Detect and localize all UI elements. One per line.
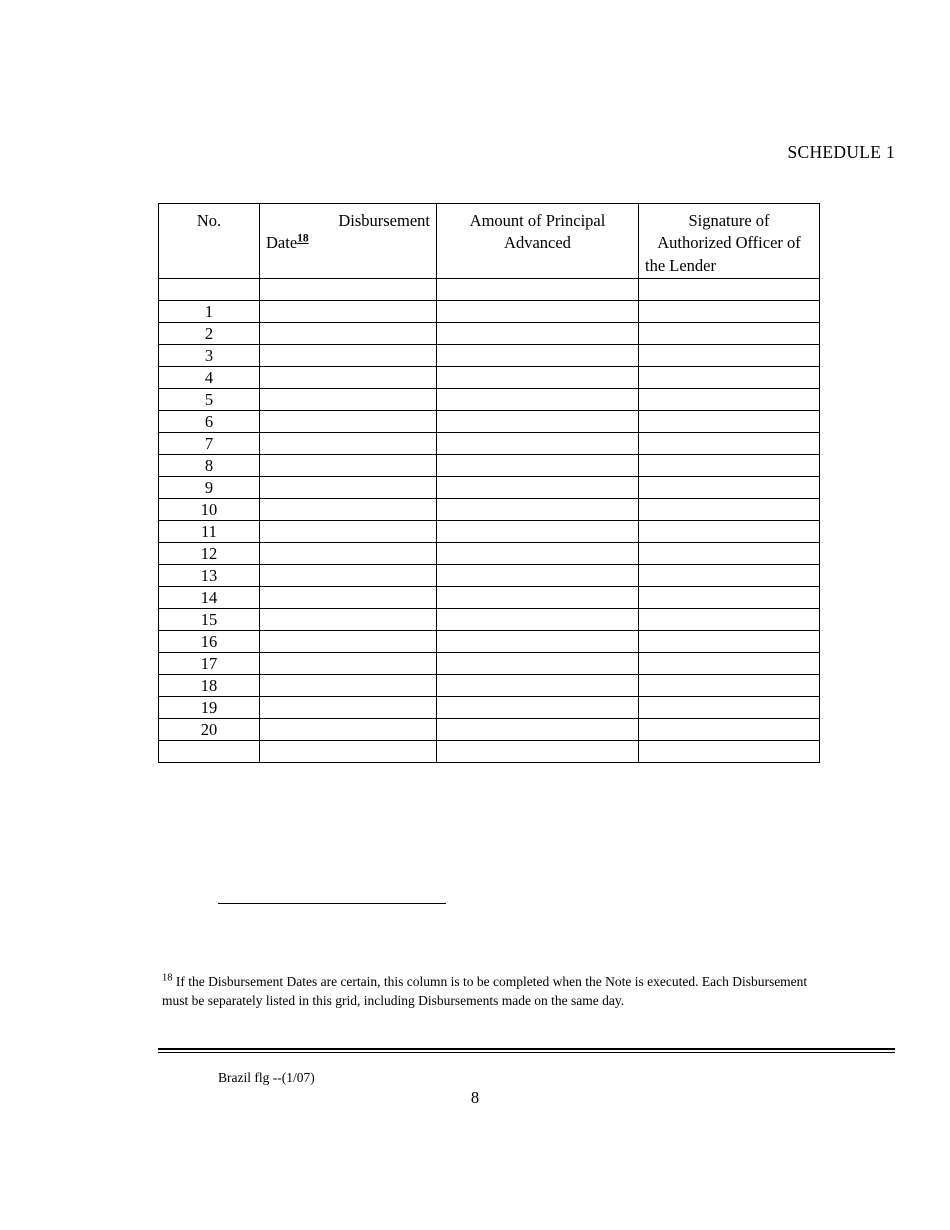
- document-code: Brazil flg --(1/07): [218, 1070, 315, 1085]
- row-date-cell[interactable]: [260, 543, 437, 565]
- table-row: [159, 609, 820, 631]
- row-signature-cell[interactable]: [639, 719, 820, 741]
- table-row: [159, 477, 820, 499]
- table-row: [159, 565, 820, 587]
- row-date-cell[interactable]: [260, 323, 437, 345]
- row-number-cell: 2: [159, 323, 260, 345]
- table-row: [159, 587, 820, 609]
- row-date-cell[interactable]: [260, 653, 437, 675]
- disbursement-table-body: [159, 204, 820, 763]
- disbursement-grid-wrapper: [158, 203, 819, 763]
- table-row: [159, 653, 820, 675]
- row-signature-cell[interactable]: [639, 279, 820, 301]
- row-amount-cell[interactable]: [437, 609, 639, 631]
- table-row: [159, 543, 820, 565]
- row-number-cell: 5: [159, 389, 260, 411]
- table-row: [159, 675, 820, 697]
- row-number-cell: [159, 279, 260, 301]
- row-signature-cell[interactable]: [639, 697, 820, 719]
- row-signature-cell[interactable]: [639, 675, 820, 697]
- row-signature-cell[interactable]: [639, 301, 820, 323]
- row-amount-cell[interactable]: [437, 543, 639, 565]
- row-signature-cell[interactable]: [639, 389, 820, 411]
- row-date-cell[interactable]: [260, 675, 437, 697]
- footnote-marker-18: 18: [297, 232, 309, 245]
- row-number-cell: 6: [159, 411, 260, 433]
- row-amount-cell[interactable]: [437, 631, 639, 653]
- footnote-number: 18: [162, 972, 173, 984]
- table-row: [159, 697, 820, 719]
- row-date-cell[interactable]: [260, 455, 437, 477]
- row-signature-cell[interactable]: [639, 477, 820, 499]
- row-date-cell[interactable]: [260, 565, 437, 587]
- row-signature-cell[interactable]: [639, 631, 820, 653]
- schedule-title: SCHEDULE 1: [787, 142, 895, 162]
- table-row: [159, 411, 820, 433]
- row-date-cell[interactable]: [260, 719, 437, 741]
- row-number-cell: 19: [159, 697, 260, 719]
- page-number: 8: [470, 1088, 480, 1107]
- row-signature-cell[interactable]: [639, 499, 820, 521]
- row-date-cell[interactable]: [260, 367, 437, 389]
- row-signature-cell[interactable]: [639, 653, 820, 675]
- row-amount-cell[interactable]: [437, 279, 639, 301]
- row-signature-cell[interactable]: [639, 433, 820, 455]
- row-amount-cell[interactable]: [437, 323, 639, 345]
- row-number-cell: 10: [159, 499, 260, 521]
- row-number-cell: 7: [159, 433, 260, 455]
- column-header-no: No.: [159, 204, 260, 279]
- row-date-cell[interactable]: [260, 279, 437, 301]
- row-number-cell: 15: [159, 609, 260, 631]
- row-amount-cell[interactable]: [437, 367, 639, 389]
- column-header-disbursement-date: [260, 204, 437, 279]
- row-amount-cell[interactable]: [437, 389, 639, 411]
- row-number-cell: 13: [159, 565, 260, 587]
- row-number-cell: 14: [159, 587, 260, 609]
- table-header-row: [159, 204, 820, 279]
- column-header-disbursement-date-line2: [266, 232, 430, 254]
- row-signature-cell[interactable]: [639, 367, 820, 389]
- row-signature-cell[interactable]: [639, 323, 820, 345]
- column-header-signature-line1: Signature of: [688, 211, 770, 230]
- column-header-signature-line2: Authorized Officer of: [657, 233, 801, 253]
- row-amount-cell[interactable]: [437, 411, 639, 433]
- row-date-cell[interactable]: [260, 389, 437, 411]
- table-row: [159, 741, 820, 763]
- row-amount-cell[interactable]: [437, 301, 639, 323]
- row-date-cell[interactable]: [260, 499, 437, 521]
- footnote-text: If the Disbursement Dates are certain, this column is to be completed when the Note is executed. Each Disbursement must be separately listed in this grid, including Disbursements made on the same day.: [162, 974, 808, 1009]
- row-date-cell[interactable]: [260, 609, 437, 631]
- row-number-cell: 16: [159, 631, 260, 653]
- row-number-cell: 11: [159, 521, 260, 543]
- row-date-cell[interactable]: [260, 697, 437, 719]
- column-header-amount: [437, 204, 639, 279]
- row-signature-cell[interactable]: [639, 411, 820, 433]
- table-row: [159, 279, 820, 301]
- row-date-cell[interactable]: [260, 345, 437, 367]
- column-header-amount-line1: Amount of: [469, 211, 542, 230]
- row-number-cell: 17: [159, 653, 260, 675]
- row-signature-cell[interactable]: [639, 587, 820, 609]
- table-row: [159, 367, 820, 389]
- row-date-cell[interactable]: [260, 631, 437, 653]
- column-header-amount-line2: Principal Advanced: [504, 211, 606, 253]
- row-number-cell: 18: [159, 675, 260, 697]
- footnote-separator-rule: [218, 903, 446, 904]
- row-date-cell[interactable]: [260, 587, 437, 609]
- row-amount-cell[interactable]: [437, 345, 639, 367]
- table-row: [159, 455, 820, 477]
- row-number-cell: 12: [159, 543, 260, 565]
- row-date-cell[interactable]: [260, 301, 437, 323]
- table-row: [159, 499, 820, 521]
- row-amount-cell[interactable]: [437, 565, 639, 587]
- table-row: [159, 323, 820, 345]
- row-amount-cell[interactable]: [437, 587, 639, 609]
- row-amount-cell[interactable]: [437, 433, 639, 455]
- table-row: [159, 345, 820, 367]
- row-signature-cell[interactable]: [639, 521, 820, 543]
- row-amount-cell[interactable]: [437, 521, 639, 543]
- footnote-block: [162, 972, 822, 1010]
- row-amount-cell[interactable]: [437, 499, 639, 521]
- row-number-cell: 3: [159, 345, 260, 367]
- row-number-cell: 20: [159, 719, 260, 741]
- row-amount-cell[interactable]: [437, 477, 639, 499]
- row-number-cell: 8: [159, 455, 260, 477]
- row-signature-cell[interactable]: [639, 455, 820, 477]
- table-row: [159, 301, 820, 323]
- row-date-cell[interactable]: [260, 521, 437, 543]
- row-date-cell[interactable]: [260, 477, 437, 499]
- row-amount-cell[interactable]: [437, 719, 639, 741]
- row-date-cell[interactable]: [260, 411, 437, 433]
- row-number-cell: 4: [159, 367, 260, 389]
- row-signature-cell[interactable]: [639, 565, 820, 587]
- footer-rules: [158, 1048, 895, 1053]
- date-label-text: Date: [266, 233, 298, 253]
- table-row: [159, 521, 820, 543]
- table-row: [159, 389, 820, 411]
- column-header-signature: [639, 204, 820, 279]
- table-row: [159, 433, 820, 455]
- column-header-disbursement-date-line1: Disbursement: [338, 211, 430, 230]
- row-signature-cell[interactable]: [639, 543, 820, 565]
- row-amount-cell[interactable]: [437, 675, 639, 697]
- table-row: [159, 631, 820, 653]
- row-signature-cell[interactable]: [639, 741, 820, 763]
- row-date-cell[interactable]: [260, 741, 437, 763]
- row-amount-cell[interactable]: [437, 697, 639, 719]
- row-amount-cell[interactable]: [437, 741, 639, 763]
- column-header-signature-line3: the Lender: [645, 255, 717, 275]
- row-signature-cell[interactable]: [639, 609, 820, 631]
- row-number-cell: [159, 741, 260, 763]
- row-signature-cell[interactable]: [639, 345, 820, 367]
- footer-rule-bottom: [158, 1052, 895, 1053]
- row-amount-cell[interactable]: [437, 455, 639, 477]
- row-amount-cell[interactable]: [437, 653, 639, 675]
- row-number-cell: 9: [159, 477, 260, 499]
- table-row: [159, 719, 820, 741]
- disbursement-table: [158, 203, 820, 763]
- row-date-cell[interactable]: [260, 433, 437, 455]
- footer-rule-top: [158, 1048, 895, 1050]
- row-number-cell: 1: [159, 301, 260, 323]
